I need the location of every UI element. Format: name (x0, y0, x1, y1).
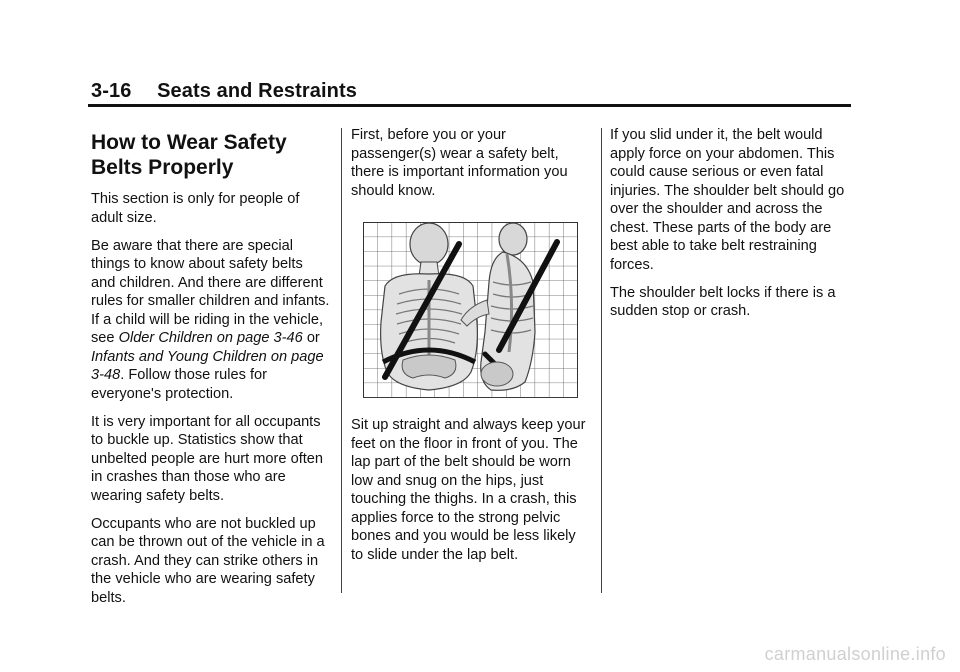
paragraph-children (91, 237, 331, 404)
column-2 (351, 126, 591, 574)
paragraph-adult-size: This section is only for people of adult size. (91, 191, 300, 226)
paragraph-thrown-out: Occupants who are not buckled up can be thrown out of the vehicle in a crash. And they can strike others in the vehicle who are wearing safety belts. (91, 515, 325, 606)
page-header (91, 80, 357, 103)
column-3 (610, 126, 855, 330)
paragraph-children-text-1: Be aware that there are special things to know about safety belts and children. And there are different rules for smaller children and infants. If a child will be riding in the vehicle, see (91, 237, 330, 346)
paragraph-children-or: or (302, 330, 320, 346)
section-title: How to Wear Safety Belts Properly (91, 131, 287, 179)
paragraph-slid-under: If you slid under it, the belt would apply force on your abdomen. This could cause serious or even fatal injuries. The shoulder belt should go over the shoulder and across the chest. These parts of the body are best able to take belt restraining forces. (610, 127, 845, 273)
seatbelt-illustration (363, 222, 578, 398)
page-number: 3-16 (91, 80, 132, 102)
paragraph-belt-locks: The shoulder belt locks if there is a sudden stop or crash. (610, 284, 836, 319)
column-divider-2 (601, 128, 602, 593)
paragraph-sit-up-straight: Sit up straight and always keep your feet on the floor in front of you. The lap part of the belt should be worn low and snug on the hips, just touching the thighs. In a crash, this applies force to the strong pelvic bones and you would be less likely to slide under the lap belt. (351, 417, 586, 563)
link-infants-young-children[interactable]: Infants and Young Children on page 3-48 (91, 348, 324, 383)
paragraph-important-info: First, before you or your passenger(s) wear a safety belt, there is important information you should know. (351, 127, 568, 199)
header-rule (88, 104, 851, 107)
column-1 (91, 126, 331, 617)
column-divider-1 (341, 128, 342, 593)
paragraph-buckle-up: It is very important for all occupants to buckle up. Statistics show that unbelted people are hurt more often in crashes than those who are wearing safety belts. (91, 413, 324, 504)
link-older-children[interactable]: Older Children on page 3-46 (118, 330, 303, 346)
watermark: carmanualsonline.info (764, 644, 946, 664)
chapter-title: Seats and Restraints (157, 80, 357, 102)
paragraph-children-text-2: . Follow those rules for everyone's protection. (91, 367, 268, 402)
